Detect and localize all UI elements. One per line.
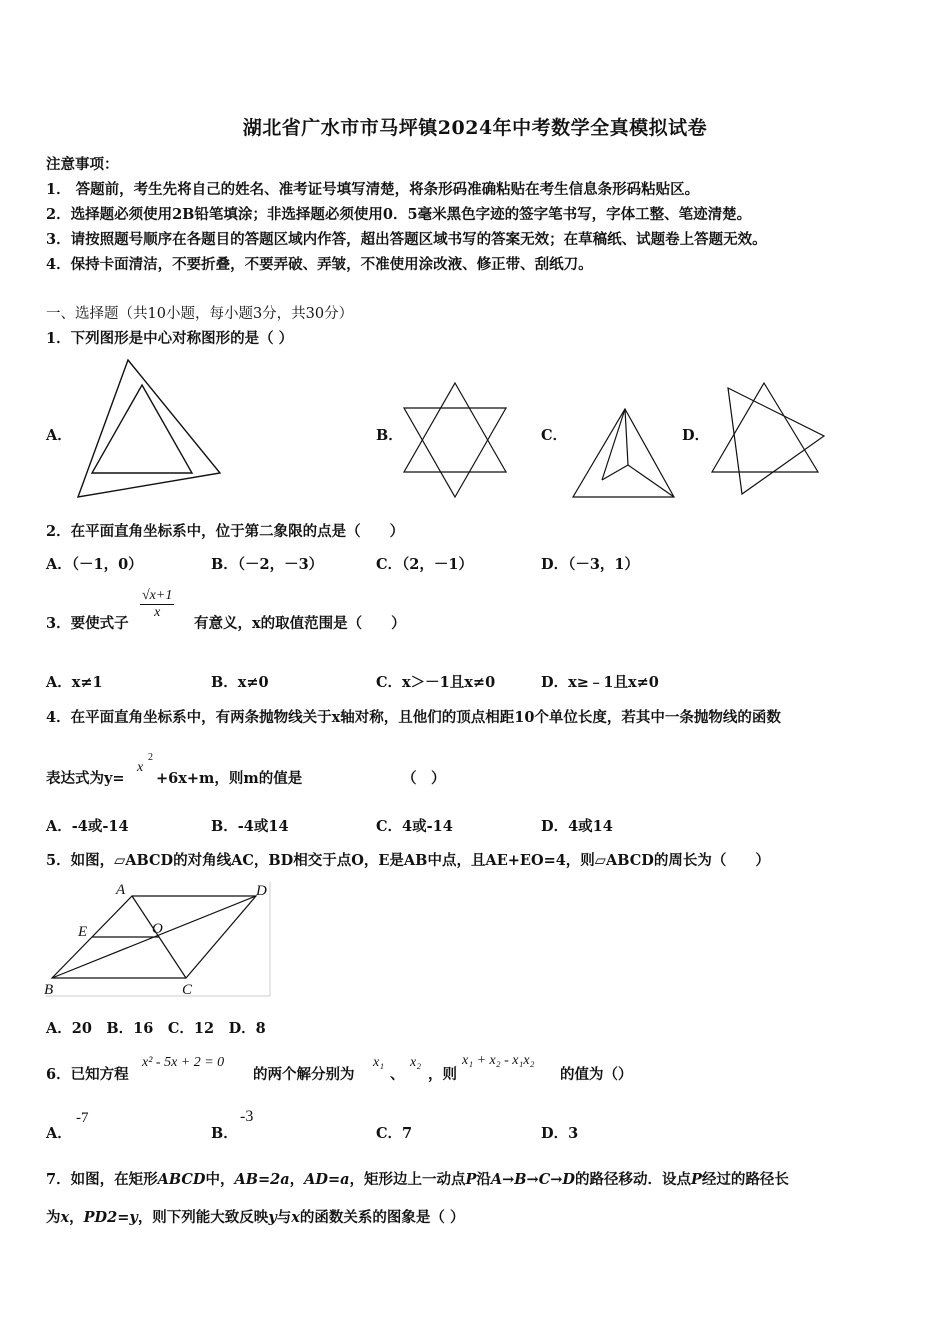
q3-fraction xyxy=(140,588,174,621)
q7-var-x2: x xyxy=(291,1209,300,1226)
notice-item-4: 4．保持卡面清洁，不要折叠，不要弄破、弄皱，不准使用涂改液、修正带、刮纸刀。 xyxy=(46,256,593,273)
q3-stem-prefix: 3．要使式子 xyxy=(46,615,129,632)
q4-answer-paren: （ ） xyxy=(402,770,446,787)
q3-option-a: A．x≠1 xyxy=(46,674,103,691)
q7-text-2a: 为 xyxy=(46,1209,61,1226)
q5-stem: 5．如图，▱ABCD的对角线AC，BD相交于点O，E是AB中点，且AE+EO=4，则▱ABCD的周长为（ ） xyxy=(46,852,770,869)
q1-option-d-label: D． xyxy=(682,427,710,444)
q1-figure-c xyxy=(568,405,678,502)
q7-var-x: x xyxy=(60,1209,70,1226)
q6-expression: x₁ + x₂ - x₁x₂ xyxy=(462,1053,535,1068)
notice-heading: 注意事项： xyxy=(46,156,119,173)
q1-option-b-label: B． xyxy=(376,427,403,444)
q6-option-b-label: B． xyxy=(211,1125,238,1142)
q7-point-p2: P xyxy=(690,1171,702,1188)
q2-stem: 2．在平面直角坐标系中，位于第二象限的点是（ ） xyxy=(46,523,405,540)
q1-figure-d xyxy=(706,380,828,498)
q6-stem-mid2: ，则 xyxy=(428,1066,457,1083)
q5-parallelogram-figure xyxy=(44,880,276,998)
q1-option-c-label: C． xyxy=(541,427,568,444)
page-title: 湖北省广水市市马坪镇2024年中考数学全真模拟试卷 xyxy=(242,117,708,139)
q6-stem-suffix: 的值为（） xyxy=(560,1066,633,1083)
q1-figure-b xyxy=(400,380,510,502)
q6-stem-mid: 的两个解分别为 xyxy=(253,1066,355,1083)
q7-ab: AB=2a xyxy=(234,1171,290,1188)
q1-figure-a xyxy=(70,355,225,505)
q5-label-o: O xyxy=(152,921,163,937)
q5-label-b: B xyxy=(44,982,54,998)
q6-separator: 、 xyxy=(390,1066,405,1083)
q7-path: A→B→C→D xyxy=(490,1171,575,1188)
q7-text-1c: ，矩形边上一动点 xyxy=(349,1171,466,1188)
q4-option-a: A．-4或-14 xyxy=(46,818,129,835)
q6-x1: x₁ xyxy=(373,1055,385,1070)
q1-option-a-label: A． xyxy=(46,427,72,444)
q4-option-d: D．4或14 xyxy=(541,818,613,835)
q7-var-y: y xyxy=(268,1209,277,1226)
q7-text-1b: 中， xyxy=(205,1171,235,1188)
q3-stem-suffix: 有意义，x的取值范围是（ ） xyxy=(194,615,406,632)
q5-label-d: D xyxy=(256,883,267,899)
q2-option-c: C．（2，－1） xyxy=(376,556,473,573)
q6-stem-prefix: 6．已知方程 xyxy=(46,1066,129,1083)
q7-text-2c: ，则下列能大致反映 xyxy=(137,1209,269,1226)
q6-option-a-value: -7 xyxy=(76,1110,89,1126)
notice-item-1: 1． 答题前，考生先将自己的姓名、准考证号填写清楚，将条形码准确粘贴在考生信息条形码粘贴区。 xyxy=(46,181,700,198)
notice-item-2: 2．选择题必须使用2B铅笔填涂；非选择题必须使用0．5毫米黑色字迹的签字笔书写，字体工整、笔迹清楚。 xyxy=(46,206,752,223)
q5-options: A．20 B．16 C．12 D．8 xyxy=(46,1020,266,1037)
q4-stem-line1: 4．在平面直角坐标系中，有两条抛物线关于x轴对称，且他们的顶点相距10个单位长度，若其中一条抛物线的函数 xyxy=(46,709,781,726)
q2-option-d: D．（－3，1） xyxy=(541,556,640,573)
q7-text-2e: 的函数关系的图象是（ ） xyxy=(299,1209,465,1226)
q2-option-a: A．（－1，0） xyxy=(46,556,143,573)
q3-denominator: x xyxy=(154,605,161,620)
q6-equation: x² - 5x + 2 = 0 xyxy=(142,1055,225,1070)
q6-option-a-label: A． xyxy=(46,1125,72,1142)
q7-ad: AD=a xyxy=(304,1171,350,1188)
q6-option-c: C．7 xyxy=(376,1125,413,1142)
q3-option-c: C．x＞－1且x≠0 xyxy=(376,674,496,691)
section-heading: 一、选择题（共10小题，每小题3分，共30分） xyxy=(46,306,354,322)
q4-option-c: C．4或-14 xyxy=(376,818,453,835)
q7-stem-line2 xyxy=(46,1206,464,1227)
q4-stem-suffix: +6x+m，则m的值是 xyxy=(156,770,303,787)
q6-option-b-value: -3 xyxy=(240,1108,254,1125)
q7-point-p: P xyxy=(465,1171,477,1188)
q7-pd: PD2=y xyxy=(83,1209,138,1226)
q1-stem: 1．下列图形是中心对称图形的是（ ） xyxy=(46,330,294,347)
q7-text-2d: 与 xyxy=(276,1209,292,1226)
q4-stem-prefix: 表达式为y= xyxy=(46,770,125,787)
q3-option-b: B．x≠0 xyxy=(211,674,269,691)
q7-rect-name: ABCD xyxy=(157,1171,206,1188)
q7-text-1d: 沿 xyxy=(476,1171,491,1188)
q7-text-1a: 7．如图，在矩形 xyxy=(46,1171,158,1188)
q6-x2: x₂ xyxy=(410,1055,422,1070)
q4-exponent: 2 xyxy=(148,752,153,763)
q5-label-c: C xyxy=(182,982,193,998)
q7-text-1e: 的路径移动．设点 xyxy=(574,1171,691,1188)
q7-text-2b: ， xyxy=(69,1209,84,1226)
q4-option-b: B．-4或14 xyxy=(211,818,289,835)
q3-option-d: D．x≥﹣1且x≠0 xyxy=(541,674,659,691)
q3-numerator: √x+1 xyxy=(142,588,173,603)
q7-text-1f: 经过的路径长 xyxy=(701,1171,789,1188)
q4-x: x xyxy=(137,760,144,775)
notice-item-3: 3．请按照题号顺序在各题目的答题区域内作答，超出答题区域书写的答案无效；在草稿纸、试题卷上答题无效。 xyxy=(46,231,767,248)
q7-comma: ， xyxy=(289,1171,305,1188)
q2-option-b: B．（－2，－3） xyxy=(211,556,324,573)
q7-stem-line1 xyxy=(46,1168,789,1189)
q5-label-a: A xyxy=(116,882,126,898)
q5-label-e: E xyxy=(78,924,88,940)
q6-option-d: D．3 xyxy=(541,1125,579,1142)
